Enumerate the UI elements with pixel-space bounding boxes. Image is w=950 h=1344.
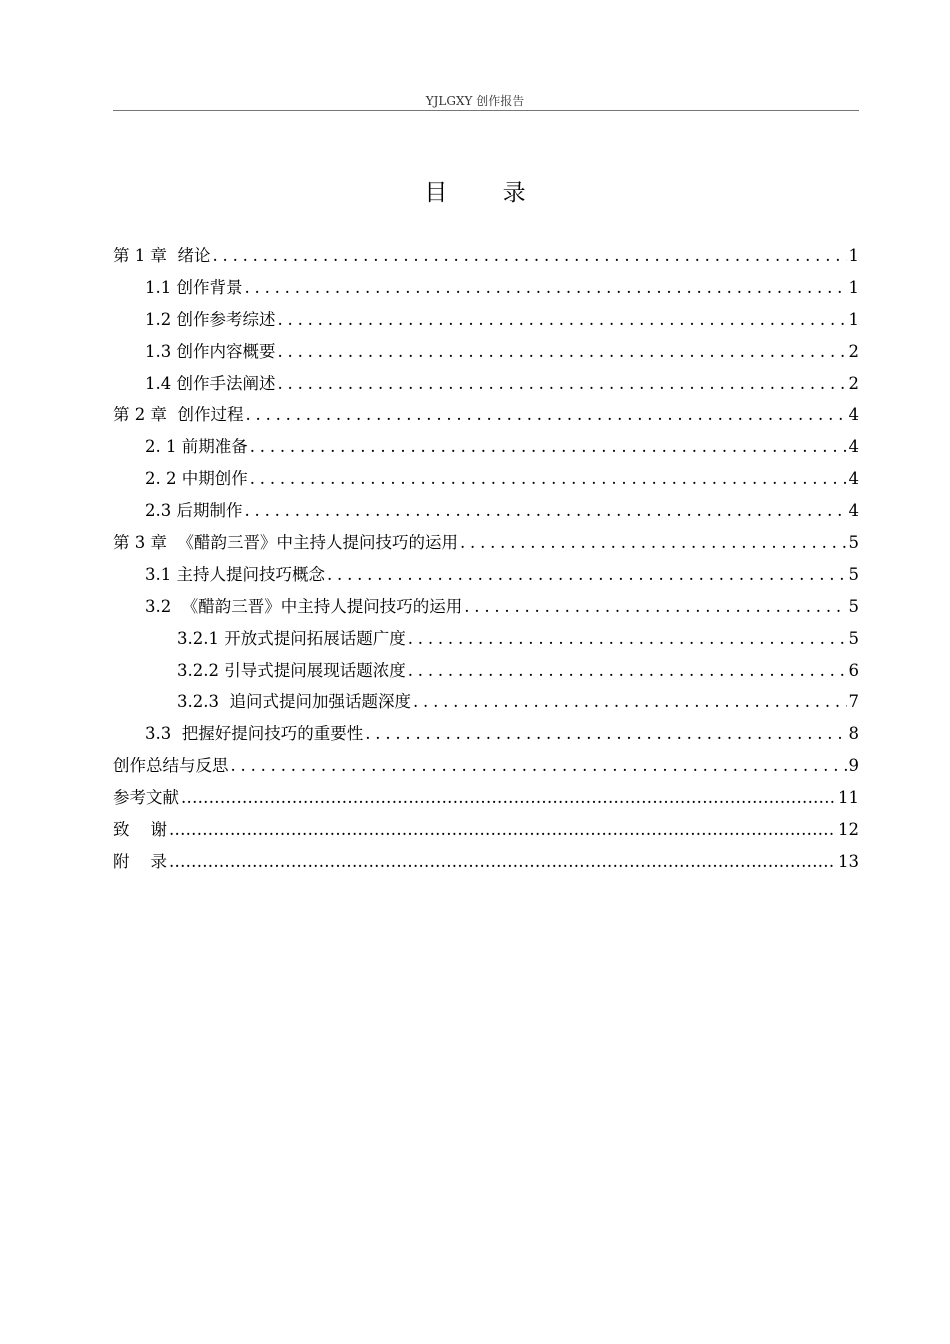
toc-leader-dots [278, 304, 847, 336]
toc-entry-label: 3.2.3 追问式提问加强话题深度 [177, 692, 411, 712]
toc-leader-dots [245, 495, 847, 527]
toc-page-number: 9 [848, 756, 859, 776]
toc-leader-dots [245, 399, 846, 431]
toc-page-number: 12 [838, 820, 859, 840]
toc-page-number: 5 [848, 533, 859, 553]
toc-entry[interactable] [113, 846, 859, 878]
toc-leader-dots [408, 655, 847, 687]
toc-page-number: 5 [848, 564, 859, 584]
toc-leader-dots [169, 846, 836, 878]
toc-entry[interactable] [113, 623, 859, 655]
toc-page-number: 4 [848, 437, 859, 457]
toc-page-number: 1 [848, 309, 859, 329]
toc-entry[interactable] [113, 655, 859, 687]
toc-entry-label: 1.2 创作参考综述 [145, 309, 276, 329]
toc-entry-label: 1.1 创作背景 [145, 277, 243, 297]
toc-entry[interactable] [113, 814, 859, 846]
toc-page-number: 7 [848, 692, 859, 712]
toc-leader-dots [250, 463, 847, 495]
toc-leader-dots [169, 814, 836, 846]
toc-leader-dots [408, 623, 847, 655]
toc-entry[interactable] [113, 368, 859, 400]
toc-entry-label: 第 3 章 《醋韵三晋》中主持人提问技巧的运用 [113, 533, 458, 553]
toc-page-number: 2 [848, 373, 859, 393]
toc-entry[interactable] [113, 240, 859, 272]
toc-entry[interactable] [113, 718, 859, 750]
toc-page-number: 5 [848, 596, 859, 616]
toc-entry-label: 2. 1 前期准备 [145, 437, 248, 457]
toc-page-number: 8 [848, 724, 859, 744]
toc-leader-dots [245, 272, 847, 304]
toc-entry-label: 2.3 后期制作 [145, 501, 243, 521]
toc-title: 目 录 [424, 180, 550, 206]
toc-entry[interactable] [113, 495, 859, 527]
toc-entry[interactable] [113, 686, 859, 718]
toc-entry-label: 3.3 把握好提问技巧的重要性 [145, 724, 364, 744]
toc-page-number: 11 [838, 788, 859, 808]
toc-entry-label: 3.2.1 开放式提问拓展话题广度 [177, 628, 406, 648]
toc-page-number: 4 [848, 501, 859, 521]
table-of-contents [113, 240, 859, 878]
toc-leader-dots [460, 527, 847, 559]
toc-entry[interactable] [113, 336, 859, 368]
toc-entry-label: 致 谢 [113, 820, 167, 840]
toc-entry[interactable] [113, 272, 859, 304]
toc-leader-dots [212, 240, 846, 272]
toc-entry[interactable] [113, 399, 859, 431]
toc-entry[interactable] [113, 463, 859, 495]
page-header: YJLGXY 创作报告 [425, 94, 525, 108]
toc-entry-label: 第 1 章 绪论 [113, 246, 211, 265]
toc-entry[interactable] [113, 559, 859, 591]
toc-leader-dots [464, 591, 846, 623]
toc-leader-dots [231, 750, 847, 782]
toc-page-number: 4 [848, 469, 859, 489]
toc-entry-label: 参考文献 [113, 788, 179, 808]
toc-page-number: 1 [848, 246, 859, 265]
toc-leader-dots [181, 782, 836, 814]
toc-leader-dots [365, 718, 846, 750]
toc-page-number: 1 [848, 277, 859, 297]
toc-leader-dots [413, 686, 847, 718]
toc-leader-dots [278, 368, 847, 400]
toc-entry[interactable] [113, 527, 859, 559]
toc-entry-label: 创作总结与反思 [113, 756, 229, 776]
toc-entry-label: 3.2.2 引导式提问展现话题浓度 [177, 660, 406, 680]
toc-page-number: 5 [848, 628, 859, 648]
toc-entry[interactable] [113, 750, 859, 782]
toc-entry[interactable] [113, 782, 859, 814]
toc-entry[interactable] [113, 591, 859, 623]
toc-entry[interactable] [113, 304, 859, 336]
toc-page-number: 6 [848, 660, 859, 680]
toc-leader-dots [278, 336, 847, 368]
toc-page-number: 13 [838, 851, 859, 871]
toc-leader-dots [327, 559, 847, 591]
toc-entry[interactable] [113, 431, 859, 463]
toc-entry-label: 3.2 《醋韵三晋》中主持人提问技巧的运用 [145, 596, 463, 616]
toc-leader-dots [250, 431, 847, 463]
toc-entry-label: 第 2 章 创作过程 [113, 405, 244, 425]
toc-entry-label: 1.4 创作手法阐述 [145, 373, 276, 393]
toc-entry-label: 2. 2 中期创作 [145, 469, 248, 489]
toc-page-number: 2 [848, 341, 859, 361]
toc-page-number: 4 [848, 405, 859, 425]
header-divider [113, 110, 859, 111]
toc-entry-label: 3.1 主持人提问技巧概念 [145, 564, 325, 584]
toc-entry-label: 附 录 [113, 851, 167, 871]
toc-entry-label: 1.3 创作内容概要 [145, 341, 276, 361]
